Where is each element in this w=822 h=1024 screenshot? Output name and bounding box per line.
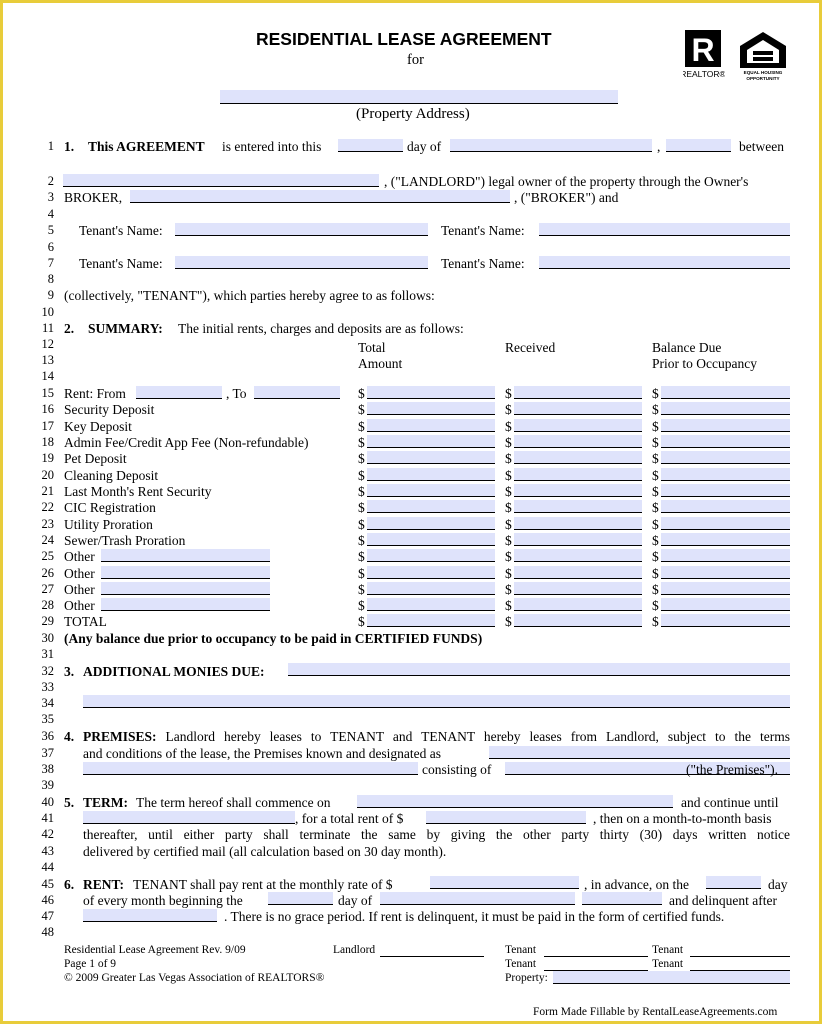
line-number: 21: [41, 484, 54, 498]
received-field[interactable]: [514, 484, 642, 497]
currency-symbol: $: [652, 419, 659, 434]
footer-property-field[interactable]: [553, 971, 790, 984]
balance-due-field[interactable]: [661, 549, 790, 562]
received-field[interactable]: [514, 419, 642, 432]
section-1-lead: This AGREEMENT: [88, 139, 205, 154]
line-number: 36: [41, 729, 54, 743]
currency-symbol: $: [652, 402, 659, 417]
section-3-number: 3.: [64, 664, 75, 679]
total-amount-field[interactable]: [367, 614, 495, 627]
footer-copyright: © 2009 Greater Las Vegas Association of REALTORS®: [64, 972, 325, 984]
rent-to-label: , To: [226, 386, 247, 401]
currency-symbol: $: [652, 598, 659, 613]
total-amount-field[interactable]: [367, 484, 495, 497]
rent-due-day-field[interactable]: [706, 876, 761, 889]
line-number: 8: [47, 272, 54, 286]
currency-symbol: $: [505, 614, 512, 629]
monthly-rent-field[interactable]: [430, 876, 579, 889]
line-number: 24: [41, 533, 54, 547]
currency-symbol: $: [505, 468, 512, 483]
footer-tenant-label-1: Tenant: [505, 944, 537, 956]
consisting-of-label: consisting of: [422, 762, 492, 777]
footer-property-label: Property:: [505, 972, 548, 984]
rent-text-d: of every month beginning the: [83, 893, 243, 908]
currency-symbol: $: [358, 598, 365, 613]
line-number: 15: [41, 386, 54, 400]
line-number: 6: [47, 240, 54, 254]
balance-due-field[interactable]: [661, 582, 790, 595]
line-number: 25: [41, 549, 54, 563]
balance-due-field[interactable]: [661, 598, 790, 611]
rent-text-c: day: [768, 877, 788, 892]
term-text-d: , then on a month-to-month basis: [593, 811, 772, 826]
balance-due-field[interactable]: [661, 435, 790, 448]
line-number: 11: [41, 321, 54, 335]
currency-symbol: $: [505, 533, 512, 548]
column-header-total-2: Amount: [358, 356, 403, 371]
line-number: 29: [41, 614, 54, 628]
section-2-lead: SUMMARY:: [88, 321, 163, 336]
line-number: 26: [41, 566, 54, 580]
rent-beginning-month-field[interactable]: [380, 892, 575, 905]
line-number: 13: [41, 353, 54, 367]
footer-landlord-label: Landlord: [333, 944, 376, 956]
line-number: 2: [47, 174, 54, 188]
balance-due-field[interactable]: [661, 468, 790, 481]
section-2-number: 2.: [64, 321, 75, 336]
currency-symbol: $: [505, 517, 512, 532]
footer-tenant-label-2: Tenant: [652, 944, 684, 956]
realtor-logo: [683, 30, 725, 80]
currency-symbol: $: [358, 402, 365, 417]
summary-row-label: Other: [64, 566, 95, 581]
balance-due-field[interactable]: [661, 500, 790, 513]
line-number: 37: [41, 746, 54, 760]
received-field[interactable]: [514, 500, 642, 513]
summary-row-label: Other: [64, 582, 95, 597]
summary-row-label: Admin Fee/Credit App Fee (Non-refundable): [64, 435, 309, 450]
total-amount-field[interactable]: [367, 533, 495, 546]
currency-symbol: $: [652, 451, 659, 466]
section-3-lead: ADDITIONAL MONIES DUE:: [83, 664, 265, 679]
line-number: 23: [41, 517, 54, 531]
footer-page: Page 1 of 9: [64, 958, 117, 970]
received-field[interactable]: [514, 598, 642, 611]
currency-symbol: $: [652, 582, 659, 597]
section-5-number: 5.: [64, 795, 75, 810]
currency-symbol: $: [358, 484, 365, 499]
section-4-number: 4.: [64, 729, 75, 744]
line-number: 46: [41, 893, 54, 907]
total-amount-field[interactable]: [367, 598, 495, 611]
rent-beginning-year-field[interactable]: [582, 892, 662, 905]
landlord-name-field[interactable]: [63, 174, 379, 187]
rent-beginning-day-field[interactable]: [268, 892, 333, 905]
balance-due-field[interactable]: [661, 386, 790, 399]
balance-due-field[interactable]: [661, 451, 790, 464]
currency-symbol: $: [358, 549, 365, 564]
currency-symbol: $: [358, 468, 365, 483]
line-number: 45: [41, 877, 54, 891]
summary-row-label: Security Deposit: [64, 402, 155, 417]
currency-symbol: $: [652, 614, 659, 629]
svg-text:OPPORTUNITY: OPPORTUNITY: [746, 76, 780, 81]
additional-monies-field-1[interactable]: [288, 663, 790, 676]
balance-due-field[interactable]: [661, 484, 790, 497]
term-text-c: , for a total rent of $: [295, 811, 404, 826]
balance-due-field[interactable]: [661, 614, 790, 627]
other-description-field[interactable]: [101, 566, 270, 579]
line-number: 32: [41, 664, 54, 678]
column-header-balance-2: Prior to Occupancy: [652, 356, 757, 371]
line-number: 12: [41, 337, 54, 351]
total-amount-field[interactable]: [367, 549, 495, 562]
total-amount-field[interactable]: [367, 386, 495, 399]
tenant-initials-line-1: [544, 956, 648, 957]
currency-symbol: $: [358, 451, 365, 466]
summary-row-label: TOTAL: [64, 614, 107, 629]
balance-due-field[interactable]: [661, 566, 790, 579]
balance-due-field[interactable]: [661, 402, 790, 415]
line-number: 10: [41, 305, 54, 319]
total-amount-field[interactable]: [367, 419, 495, 432]
received-field[interactable]: [514, 402, 642, 415]
summary-row-label: Sewer/Trash Proration: [64, 533, 186, 548]
footer-tenant-label-3: Tenant: [505, 958, 537, 970]
currency-symbol: $: [505, 402, 512, 417]
line-number: 22: [41, 500, 54, 514]
currency-symbol: $: [358, 419, 365, 434]
broker-text: , ("BROKER") and: [514, 190, 619, 205]
received-field[interactable]: [514, 614, 642, 627]
line-number: 4: [47, 207, 54, 221]
line-number: 14: [41, 369, 54, 383]
line-number: 33: [41, 680, 54, 694]
balance-due-field[interactable]: [661, 419, 790, 432]
column-header-received: Received: [505, 340, 556, 355]
premises-text-1: Landlord hereby leases to TENANT and TENANT hereby leases from Landlord, subject to the terms: [165, 729, 790, 744]
agreement-day-field[interactable]: [338, 139, 403, 152]
other-description-field[interactable]: [101, 582, 270, 595]
currency-symbol: $: [505, 566, 512, 581]
svg-text:EQUAL HOUSING: EQUAL HOUSING: [743, 70, 783, 75]
currency-symbol: $: [358, 614, 365, 629]
total-amount-field[interactable]: [367, 451, 495, 464]
fillable-credit: Form Made Fillable by RentalLeaseAgreements.com: [533, 1006, 778, 1018]
currency-symbol: $: [652, 468, 659, 483]
total-amount-field[interactable]: [367, 566, 495, 579]
property-address-label: (Property Address): [356, 106, 470, 122]
the-premises-text: ("the Premises").: [686, 762, 779, 777]
currency-symbol: $: [505, 386, 512, 401]
term-text-b: and continue until: [681, 795, 779, 810]
line-number: 17: [41, 419, 54, 433]
term-total-rent-field[interactable]: [426, 811, 586, 824]
svg-text:R: R: [691, 32, 715, 68]
received-field[interactable]: [514, 566, 642, 579]
total-amount-field[interactable]: [367, 582, 495, 595]
svg-text:REALTOR®: REALTOR®: [683, 69, 725, 79]
line-number: 19: [41, 451, 54, 465]
line-number: 43: [41, 844, 54, 858]
section-6-number: 6.: [64, 877, 75, 892]
summary-row-label: Other: [64, 598, 95, 613]
agreement-month-field[interactable]: [450, 139, 652, 152]
summary-row-label: Cleaning Deposit: [64, 468, 159, 483]
rent-to-field[interactable]: [254, 386, 340, 399]
currency-symbol: $: [505, 549, 512, 564]
received-field[interactable]: [514, 549, 642, 562]
term-text-a: The term hereof shall commence on: [136, 795, 331, 810]
collectively-text: (collectively, "TENANT"), which parties hereby agree to as follows:: [64, 288, 435, 303]
additional-monies-field-2[interactable]: [83, 695, 790, 708]
received-field[interactable]: [514, 386, 642, 399]
tenant-label-2: Tenant's Name:: [441, 223, 525, 238]
line-number: 30: [41, 631, 54, 645]
currency-symbol: $: [358, 533, 365, 548]
for-label: for: [407, 52, 424, 68]
rent-text-g: . There is no grace period. If rent is delinquent, it must be paid in the form of certified funds.: [224, 909, 725, 924]
landlord-text: , ("LANDLORD") legal owner of the property through the Owner's: [384, 174, 749, 189]
column-header-balance-1: Balance Due: [652, 340, 722, 355]
currency-symbol: $: [652, 533, 659, 548]
rent-text-a: TENANT shall pay rent at the monthly rate of $: [133, 877, 393, 892]
balance-due-field[interactable]: [661, 533, 790, 546]
line-number: 20: [41, 468, 54, 482]
received-field[interactable]: [514, 468, 642, 481]
line-number: 34: [41, 696, 54, 710]
premises-line-2: and conditions of the lease, the Premises known and designated as: [83, 746, 442, 761]
line-number: 39: [41, 778, 54, 792]
section-5-lead: TERM:: [83, 795, 128, 810]
rent-delinquent-after-field[interactable]: [83, 909, 217, 922]
certified-funds-note: (Any balance due prior to occupancy to be paid in CERTIFIED FUNDS): [64, 631, 483, 646]
property-address-field[interactable]: [220, 90, 618, 104]
received-field[interactable]: [514, 533, 642, 546]
currency-symbol: $: [652, 484, 659, 499]
line-number: 42: [41, 827, 54, 841]
line-number: 41: [41, 811, 54, 825]
section-2-intro: The initial rents, charges and deposits are as follows:: [178, 321, 464, 336]
line-number: 7: [47, 256, 54, 270]
rent-text-e: day of: [338, 893, 373, 908]
section-1-text-c: between: [739, 139, 784, 154]
premises-designation-field-2[interactable]: [83, 762, 418, 775]
currency-symbol: $: [358, 582, 365, 597]
total-amount-field[interactable]: [367, 402, 495, 415]
agreement-year-field[interactable]: [666, 139, 731, 152]
column-header-total-1: Total: [358, 340, 386, 355]
currency-symbol: $: [505, 582, 512, 597]
term-end-field[interactable]: [83, 811, 295, 824]
currency-symbol: $: [358, 500, 365, 515]
premises-line-1: [83, 729, 790, 745]
section-1-comma: ,: [657, 139, 661, 154]
currency-symbol: $: [505, 419, 512, 434]
line-number: 35: [41, 712, 54, 726]
line-number: 38: [41, 762, 54, 776]
other-description-field[interactable]: [101, 598, 270, 611]
section-1-text-a: is entered into this: [222, 139, 322, 154]
summary-row-label: Last Month's Rent Security: [64, 484, 212, 499]
footer-revision: Residential Lease Agreement Rev. 9/09: [64, 944, 246, 956]
line-number: 27: [41, 582, 54, 596]
section-1-number: 1.: [64, 139, 75, 154]
summary-row-label: CIC Registration: [64, 500, 156, 515]
line-number: 31: [41, 647, 54, 661]
line-number: 40: [41, 795, 54, 809]
currency-symbol: $: [358, 386, 365, 401]
tenant-label-1: Tenant's Name:: [79, 223, 163, 238]
currency-symbol: $: [652, 549, 659, 564]
summary-row-label: Utility Proration: [64, 517, 153, 532]
rent-from-field[interactable]: [136, 386, 222, 399]
received-field[interactable]: [514, 517, 642, 530]
currency-symbol: $: [358, 517, 365, 532]
currency-symbol: $: [652, 517, 659, 532]
summary-row-label: Pet Deposit: [64, 451, 127, 466]
total-amount-field[interactable]: [367, 435, 495, 448]
currency-symbol: $: [652, 386, 659, 401]
section-4-lead: PREMISES:: [83, 729, 157, 744]
landlord-initials-line: [380, 956, 484, 957]
footer-tenant-label-4: Tenant: [652, 958, 684, 970]
line-number: 44: [41, 860, 54, 874]
tenant-name-field-1[interactable]: [175, 223, 428, 236]
currency-symbol: $: [358, 566, 365, 581]
summary-row-label: Key Deposit: [64, 419, 132, 434]
balance-due-field[interactable]: [661, 517, 790, 530]
line-number: 9: [47, 288, 54, 302]
broker-label: BROKER,: [64, 190, 123, 205]
document-title: RESIDENTIAL LEASE AGREEMENT: [256, 29, 552, 49]
total-amount-field[interactable]: [367, 500, 495, 513]
broker-name-field[interactable]: [130, 190, 510, 203]
term-line-4: delivered by certified mail (all calculation based on 30 day month).: [83, 844, 447, 859]
tenant-name-field-3[interactable]: [175, 256, 428, 269]
term-start-field[interactable]: [357, 795, 673, 808]
section-6-lead: RENT:: [83, 877, 125, 892]
currency-symbol: $: [505, 484, 512, 499]
line-number: 1: [47, 139, 54, 153]
rent-from-label: Rent: From: [64, 386, 126, 401]
received-field[interactable]: [514, 582, 642, 595]
line-number: 16: [41, 402, 54, 416]
rent-text-b: , in advance, on the: [584, 877, 689, 892]
total-amount-field[interactable]: [367, 468, 495, 481]
currency-symbol: $: [358, 435, 365, 450]
line-number: 18: [41, 435, 54, 449]
currency-symbol: $: [505, 451, 512, 466]
currency-symbol: $: [652, 500, 659, 515]
total-amount-field[interactable]: [367, 517, 495, 530]
line-number: 48: [41, 925, 54, 939]
line-number: 5: [47, 223, 54, 237]
currency-symbol: $: [652, 566, 659, 581]
other-description-field[interactable]: [101, 549, 270, 562]
tenant-name-field-4[interactable]: [539, 256, 790, 269]
premises-designation-field-1[interactable]: [489, 746, 790, 759]
currency-symbol: $: [505, 598, 512, 613]
rent-text-f: and delinquent after: [669, 893, 777, 908]
received-field[interactable]: [514, 451, 642, 464]
term-line-3: thereafter, until either party shall terminate the same by giving the other party thirty (30) days written notice: [83, 827, 790, 842]
line-number: 28: [41, 598, 54, 612]
currency-symbol: $: [652, 435, 659, 450]
tenant-name-field-2[interactable]: [539, 223, 790, 236]
tenant-initials-line-2: [690, 956, 790, 957]
tenant-label-4: Tenant's Name:: [441, 256, 525, 271]
line-number: 3: [47, 190, 54, 204]
received-field[interactable]: [514, 435, 642, 448]
equal-housing-logo: [738, 30, 788, 82]
currency-symbol: $: [505, 435, 512, 450]
summary-row-label: Other: [64, 549, 95, 564]
section-1-text-b: day of: [407, 139, 442, 154]
line-number: 47: [41, 909, 54, 923]
tenant-label-3: Tenant's Name:: [79, 256, 163, 271]
currency-symbol: $: [505, 500, 512, 515]
